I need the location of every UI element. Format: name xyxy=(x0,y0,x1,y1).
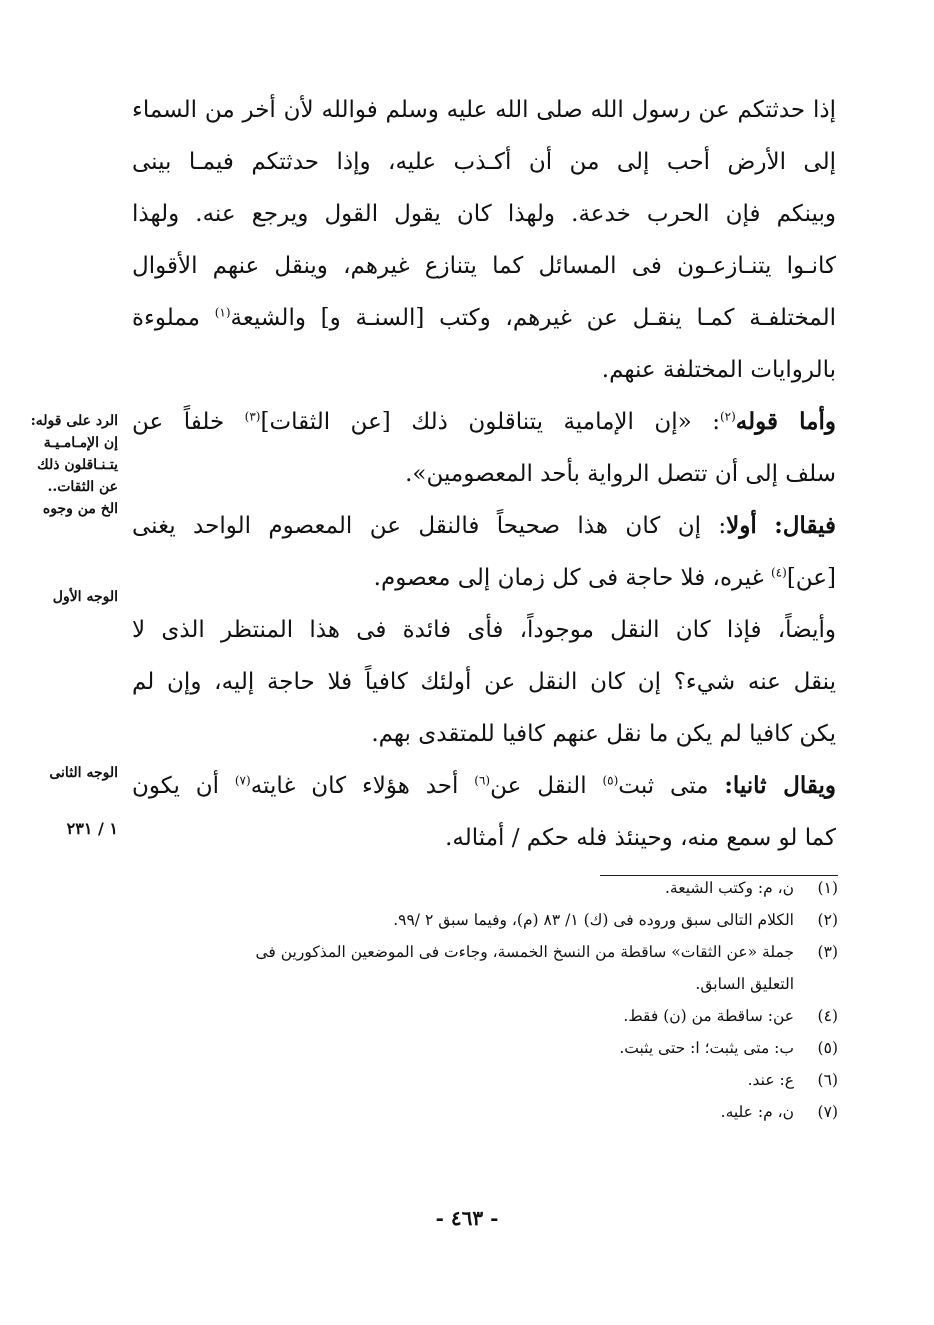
footnote-number: (٢) xyxy=(817,911,838,929)
footnote-text: ب: متى يثبت؛ ا: حتى يثبت. xyxy=(619,1039,794,1057)
footnote-text: ن، م: وكتب الشيعة. xyxy=(665,879,794,897)
text-segment: خلفاً عن xyxy=(132,409,245,435)
text-line: ينقل عنه شيء؟ إن كان النقل عن أولئك كافياً فلا حاجة إليه، وإن لم xyxy=(132,669,836,695)
text-segment: المختلفـة كمـا ينقـل عن غيرهم، وكتب [السنـة و] والشيعة xyxy=(230,305,836,331)
text-line: بالروايات المختلفة عنهم. xyxy=(601,357,836,383)
footnote-text: ع: عند. xyxy=(747,1071,794,1089)
text-segment: أحد هؤلاء كان غايته xyxy=(250,773,475,799)
footnote-text: جملة «عن الثقات» ساقطة من النسخ الخمسة، وجاءت فى الموضعين المذكورين فى xyxy=(255,943,794,961)
footnote xyxy=(120,872,838,904)
text-segment: : «إن الإمامية يتناقلون ذلك [عن الثقات] xyxy=(260,409,720,435)
footnote-ref: (١) xyxy=(214,305,231,320)
text-segment: مملوءة xyxy=(132,305,200,331)
text-line xyxy=(132,292,836,344)
text-line: سلف إلى أن تتصل الرواية بأحد المعصومين». xyxy=(405,461,836,487)
footnote xyxy=(120,936,838,968)
footnote-number: (٧) xyxy=(817,1103,838,1121)
text-segment: غيره، فلا حاجة فى كل زمان إلى معصوم. xyxy=(373,565,771,591)
margin-note-line: عن الثقات.. xyxy=(47,479,118,495)
margin-note-line: إن الإمـامـيـة xyxy=(43,435,118,451)
footnote-ref: (٦) xyxy=(474,773,491,788)
text-line: إلى الأرض أحب إلى من أن أكـذب عليه، وإذا حدثتكم فيمـا بينى xyxy=(132,149,836,175)
lead-word: أولا xyxy=(726,512,757,539)
text-segment: : إن كان هذا صحيحاً فالنقل عن المعصوم الواحد يغنى xyxy=(132,513,727,539)
footnote xyxy=(120,1000,838,1032)
text-line xyxy=(132,500,836,552)
footnote-text: الكلام التالى سبق وروده فى (ك) ١/ ٨٣ (م)، وفيما سبق ٢ /٩٩. xyxy=(393,911,794,929)
footnote-number: (٦) xyxy=(817,1071,838,1089)
margin-volume-page: ١ / ٢٣١ xyxy=(66,819,118,838)
footnote-ref: (٤) xyxy=(770,565,787,580)
text-line xyxy=(132,760,836,812)
footnote-number: (٤) xyxy=(817,1007,838,1025)
footnote-text: التعليق السابق. xyxy=(695,975,794,993)
text-segment: [عن] xyxy=(786,565,836,591)
footnote xyxy=(120,904,838,936)
footnote xyxy=(120,1096,838,1128)
footnote-ref: (٢) xyxy=(719,409,736,424)
footnote-text: ن، م: عليه. xyxy=(720,1103,794,1121)
margin-note-second-aspect: الوجه الثانى xyxy=(49,765,118,781)
lead-word: وأما قوله xyxy=(735,408,836,435)
footnote-text: عن: ساقطة من (ن) فقط. xyxy=(623,1007,794,1025)
footnote xyxy=(120,968,838,1000)
lead-word: فيقال: xyxy=(774,512,836,539)
margin-note-line: يتـنـاقلون ذلك xyxy=(37,457,118,473)
footnote xyxy=(120,1032,838,1064)
text-segment: متى ثبت xyxy=(618,773,725,799)
text-line: كما لو سمع منه، وحينئذ فله حكم / أمثاله. xyxy=(445,825,836,851)
footnote-number: (٥) xyxy=(817,1039,838,1057)
text-line xyxy=(132,396,836,448)
footnote-ref: (٧) xyxy=(234,773,251,788)
footnotes xyxy=(120,872,838,1128)
text-line: وبينكم فإن الحرب خدعة. ولهذا كان يقول القول ويرجع عنه. ولهذا xyxy=(132,201,836,227)
footnote-number: (١) xyxy=(817,879,838,897)
text-line: كانـوا يتنـازعـون فى المسائل كما يتنازع غيرهم، وينقل عنهم الأقوال xyxy=(132,253,836,279)
text-line: وأيضاً، فإذا كان النقل موجوداً، فأى فائدة فى هذا المنتظر الذى لا xyxy=(132,617,836,643)
footnote xyxy=(120,1064,838,1096)
main-text xyxy=(132,84,836,864)
text-segment: النقل عن xyxy=(490,773,603,799)
margin-note-line: الخ من وجوه xyxy=(42,501,118,517)
footnote-number: (٣) xyxy=(817,943,838,961)
margin-note-first-aspect: الوجه الأول xyxy=(52,589,118,605)
text-line xyxy=(132,552,836,604)
text-line: إذا حدثتكم عن رسول الله صلى الله عليه وسلم فوالله لأن أخر من السماء xyxy=(132,97,836,123)
margin-note xyxy=(14,410,118,520)
footnote-ref: (٣) xyxy=(244,409,261,424)
footnote-ref: (٥) xyxy=(602,773,619,788)
text-line: يكن كافيا لم يكن ما نقل عنهم كافيا للمتقدى بهم. xyxy=(371,721,836,747)
lead-word: ويقال ثانيا: xyxy=(724,772,836,799)
margin-note-line: الرد على قوله: xyxy=(30,413,118,429)
text-segment: أن يكون xyxy=(132,773,235,799)
page-number: - ٤٦٣ - xyxy=(435,1206,499,1230)
